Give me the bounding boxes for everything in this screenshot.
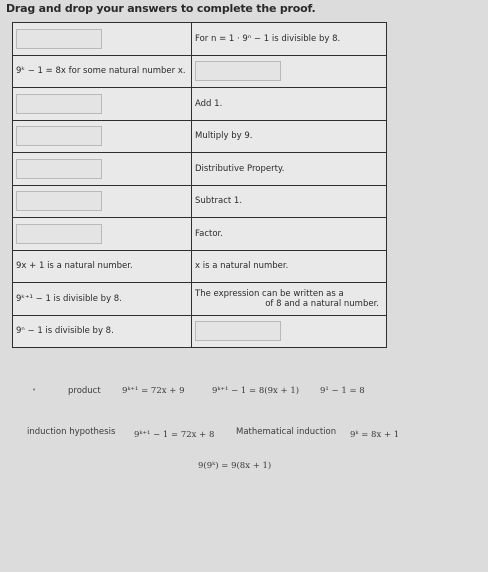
statement-cell (13, 185, 192, 218)
answer-chip[interactable]: Mathematical induction (236, 427, 337, 437)
table-row (13, 250, 387, 283)
drop-zone[interactable] (16, 224, 102, 244)
reason-cell: For n = 1 · 9ⁿ − 1 is divisible by 8. (192, 23, 387, 56)
drop-zone[interactable] (16, 29, 102, 49)
drop-zone[interactable] (16, 94, 102, 114)
reason-cell (192, 315, 387, 348)
drop-zone[interactable] (195, 61, 281, 81)
reason-cell: x is a natural number. (192, 250, 387, 283)
table-row (13, 23, 387, 56)
page-title: Drag and drop your answers to complete the proof. (6, 2, 316, 15)
answer-chip[interactable]: 9ᵏ⁺¹ − 1 = 8(9x + 1) (212, 386, 300, 396)
statement-cell: 9ᵏ⁺¹ − 1 is divisible by 8. (13, 283, 192, 316)
statement-cell (13, 153, 192, 186)
reason-cell: Multiply by 9. (192, 120, 387, 153)
answer-bank-row (0, 383, 488, 403)
bullet-icon: • (32, 386, 37, 394)
drop-zone[interactable] (16, 191, 102, 211)
reason-cell: Subtract 1. (192, 185, 387, 218)
answer-chip[interactable]: 9ᵏ⁺¹ − 1 = 72x + 8 (134, 430, 215, 440)
statement-cell: 9x + 1 is a natural number. (13, 250, 192, 283)
table-row (13, 120, 387, 153)
statement-cell (13, 120, 192, 153)
table-row (13, 283, 387, 316)
statement-cell (13, 88, 192, 121)
table-row (13, 153, 387, 186)
reason-cell (192, 55, 387, 88)
table-row (13, 185, 387, 218)
statement-cell: 9ᵏ − 1 = 8x for some natural number x. (13, 55, 192, 88)
drop-zone[interactable] (16, 126, 102, 146)
statement-cell (13, 23, 192, 56)
proof-table (12, 22, 387, 348)
reason-cell: Distributive Property. (192, 153, 387, 186)
answer-bank-row (0, 424, 488, 444)
table-row (13, 55, 387, 88)
answer-chip[interactable]: 9ᵏ⁺¹ = 72x + 9 (122, 386, 185, 396)
drop-zone[interactable] (195, 321, 281, 341)
table-row (13, 218, 387, 251)
answer-chip[interactable]: induction hypothesis (27, 427, 116, 437)
drop-zone[interactable] (16, 159, 102, 179)
answer-chip[interactable]: 9ᵏ = 8x + 1 (350, 430, 400, 440)
reason-cell: Add 1. (192, 88, 387, 121)
statement-cell: 9ⁿ − 1 is divisible by 8. (13, 315, 192, 348)
answer-bank-row (0, 458, 488, 478)
table-row (13, 88, 387, 121)
reason-cell: The expression can be written as a of 8 and a natural number. (192, 283, 387, 316)
table-row (13, 315, 387, 348)
answer-chip[interactable]: 9¹ − 1 = 8 (320, 386, 365, 396)
statement-cell (13, 218, 192, 251)
answer-chip[interactable]: product (68, 386, 101, 396)
answer-chip[interactable]: 9(9ᵏ) = 9(8x + 1) (198, 461, 272, 471)
reason-cell: Factor. (192, 218, 387, 251)
